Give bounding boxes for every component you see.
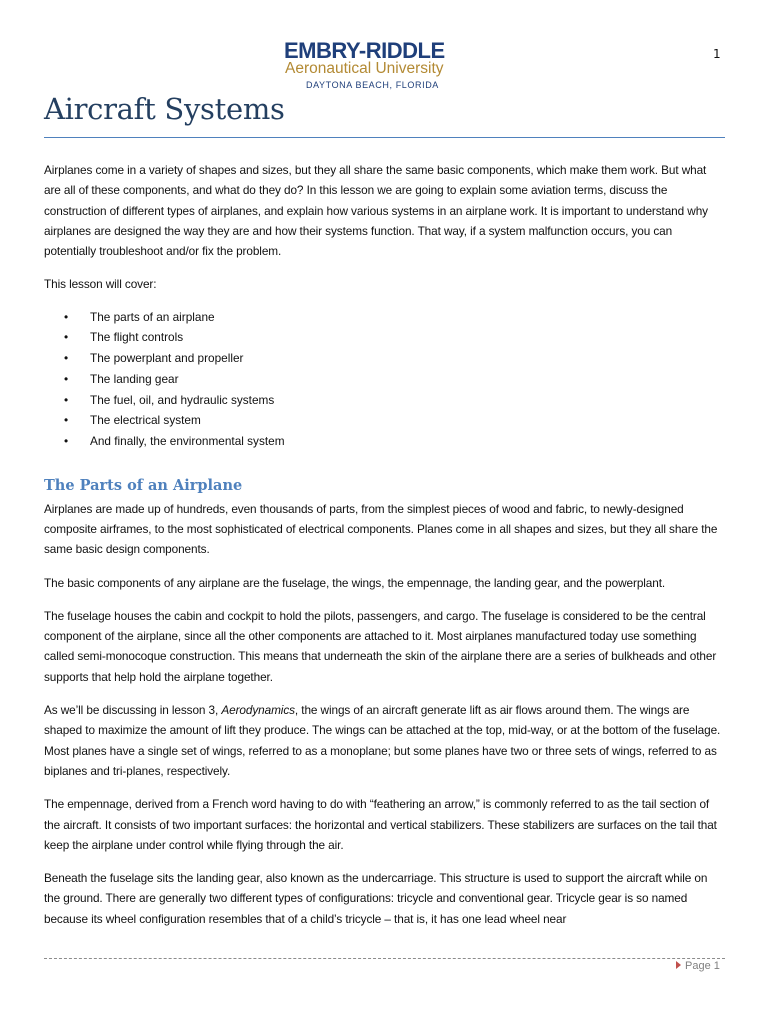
list-item [44,348,725,369]
list-item [44,307,725,328]
bullet-icon: • [64,351,69,366]
page-footer [676,960,720,972]
intro-paragraph: Airplanes come in a variety of shapes and sizes, but they all share the same basic components, which make them work. But what are all of these components, and what do they do? In this lesson we are going to explain some aviation terms, discuss the construction of different types of airplanes, and explain how various systems in an airplane work. It is important to understand why airplanes are designed the way they are and how their systems function. That way, if a system malfunction occurs, you can potentially troubleshoot and/or fix the problem. [44,163,708,259]
title-divider [44,137,725,138]
topic-label: The flight controls [90,330,184,345]
bullet-icon: • [64,309,69,324]
list-item [44,410,725,431]
document-body [44,160,725,942]
list-item [44,431,725,452]
logo-subtitle: Aeronautical University [285,60,444,77]
lesson-cover-label: This lesson will cover: [44,277,157,292]
section-heading: The Parts of an Airplane [44,476,243,494]
logo-location: DAYTONA BEACH, FLORIDA [306,80,439,90]
list-item [44,390,725,411]
bullet-icon: • [64,413,69,428]
arrow-icon [676,961,681,969]
bullet-icon: • [64,371,69,386]
topic-label: And finally, the environmental system [90,434,285,448]
bullet-icon: • [64,330,69,345]
wings-text-before: As we’ll be discussing in lesson 3, [44,703,222,718]
wings-text-after: , the wings of an aircraft generate lift as air flows around them. The wings are shaped to maximize the amount of lift they produce. The wings can be attached at the top, mid-way, or at the bottom of the fuselage. Most planes have a single set of wings, referred to as a monoplane; but some planes have two or three sets of wings, referred to as biplanes and tri-planes, respectively. [44,703,721,778]
parts-paragraph-1: Airplanes are made up of hundreds, even thousands of parts, from the simplest pieces of wood and fabric, to newly-designed composite airframes, to the most sophisticated of electrical components. Planes come in all shapes and sizes, but they all share the same basic design components. [44,501,718,557]
page-number: 1 [713,47,721,61]
document-title: Aircraft Systems [44,92,285,126]
fuselage-paragraph: The fuselage houses the cabin and cockpit to hold the pilots, passengers, and cargo. The fuselage is considered to be the central component of the airplane, since all the other components are attached to it. Most airplanes manufactured today use something called semi-monocoque construction. This means that underneath the skin of the airplane there are a series of bulkheads and other supports that help hold the airplane together. [44,608,717,684]
topic-list [44,307,725,452]
topic-label: The parts of an airplane [90,309,215,324]
topic-label: The powerplant and propeller [90,351,244,366]
topic-label: The landing gear [90,371,179,386]
footer-page-label: Page 1 [685,960,720,972]
aerodynamics-italic: Aerodynamics [221,703,295,718]
footer-divider [44,958,725,959]
topic-label: The electrical system [90,413,201,428]
landing-gear-paragraph: Beneath the fuselage sits the landing gear, also known as the undercarriage. This structure is used to support the aircraft while on the ground. There are generally two different types of configurations: tricycle and conventional gear. Tricycle gear is so named because its wheel configuration resembles that of a child’s tricycle – that is, it has one lead wheel near [44,871,708,926]
topic-label: The fuel, oil, and hydraulic systems [90,392,275,407]
list-item [44,327,725,348]
empennage-paragraph: The empennage, derived from a French word having to do with “feathering an arrow,” is commonly referred to as the tail section of the aircraft. It consists of two important surfaces: the horizontal and vertical stabilizers. These stabilizers are surfaces on the tail that keep the airplane under control while flying through the air. [44,797,717,852]
list-item [44,369,725,390]
university-logo [280,38,490,94]
bullet-icon: • [64,434,69,448]
parts-paragraph-2: The basic components of any airplane are the fuselage, the wings, the empennage, the landing gear, and the powerplant. [44,575,666,590]
logo-brand: EMBRY-RIDDLE [284,38,445,63]
bullet-icon: • [64,392,69,407]
wings-paragraph [44,700,725,781]
